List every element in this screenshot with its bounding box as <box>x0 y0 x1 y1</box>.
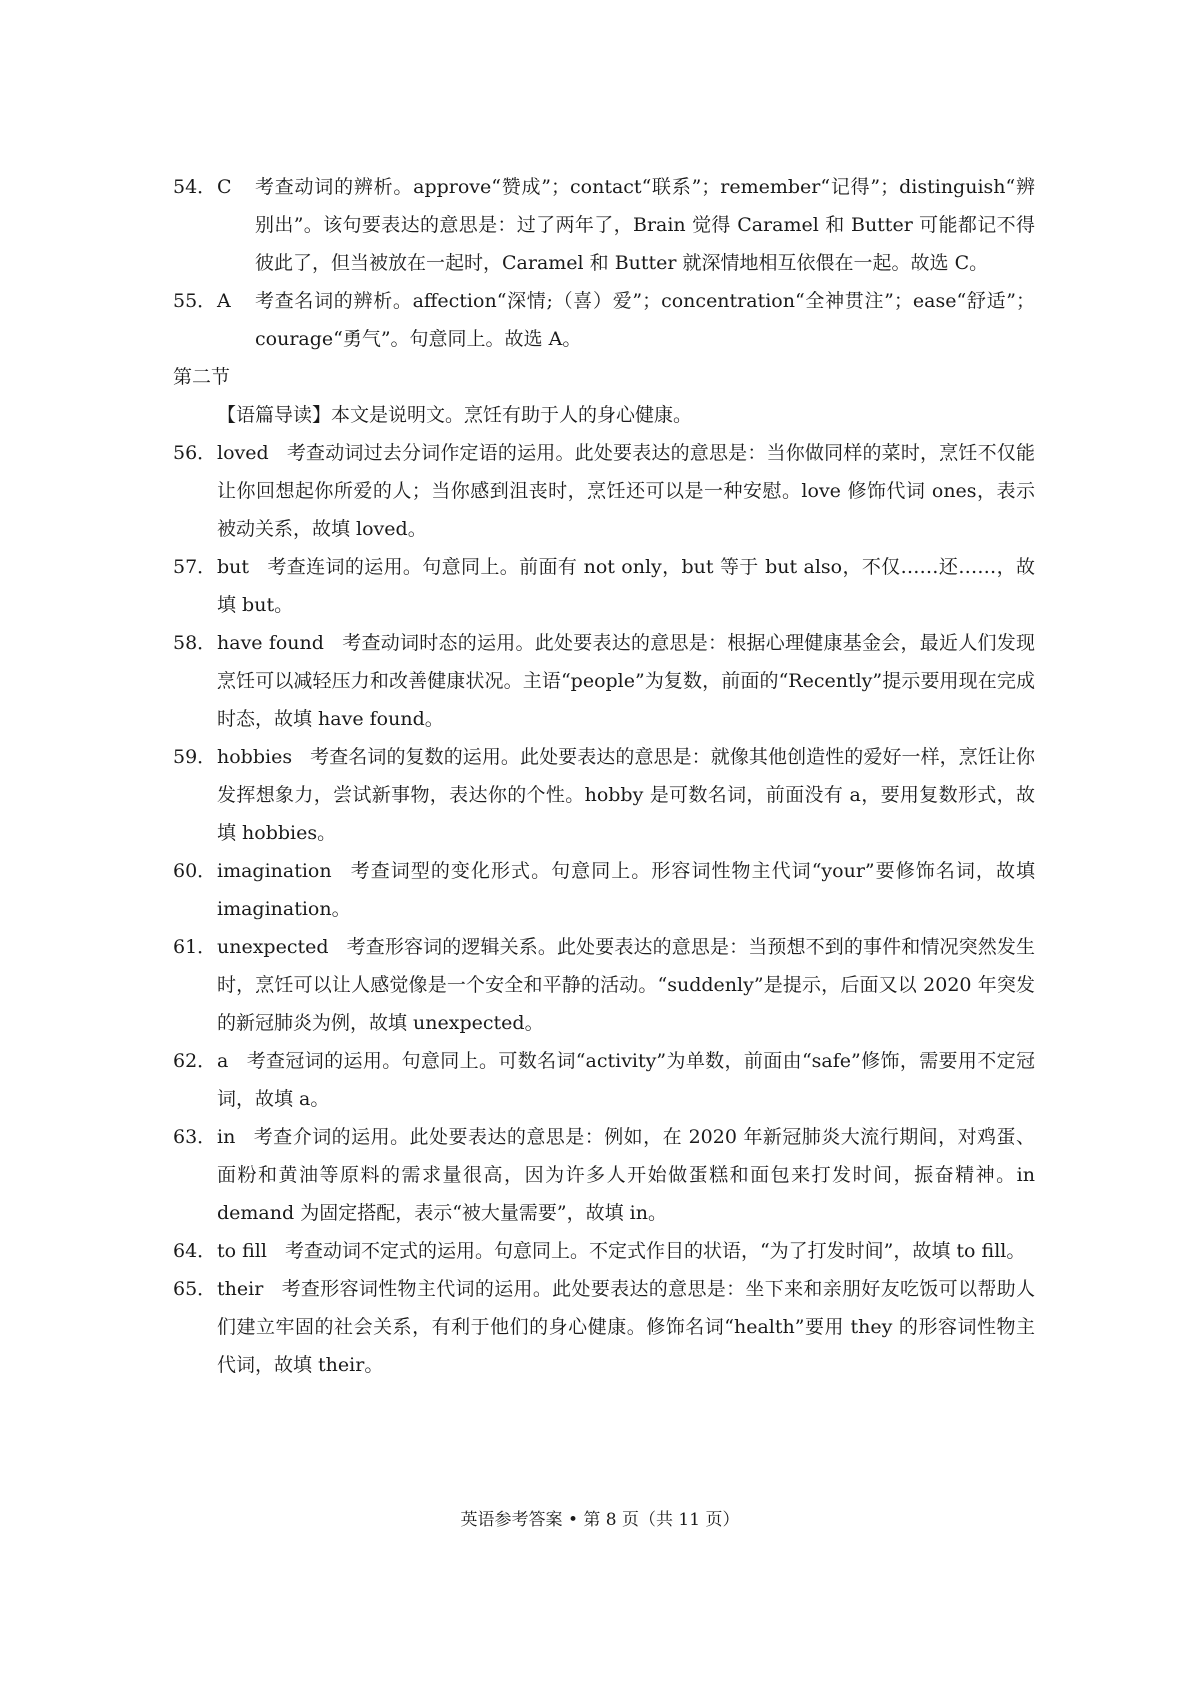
item-number: 61． <box>173 936 217 958</box>
item-answer: loved <box>217 442 269 464</box>
answer-item-62 <box>173 1042 1035 1118</box>
item-number: 56． <box>173 442 217 464</box>
item-number: 55． <box>173 290 217 312</box>
item-explanation: 考查动词不定式的运用。句意同上。不定式作目的状语，“为了打发时间”，故填 to fill。 <box>284 1240 1026 1262</box>
item-explanation: 考查名词的复数的运用。此处要表达的意思是：就像其他创造性的爱好一样，烹饪让你发挥想象力，尝试新事物，表达你的个性。hobby 是可数名词，前面没有 a，要用复数形式，故填 hobbies。 <box>217 746 1035 844</box>
item-answer: unexpected <box>217 936 329 958</box>
item-number: 62． <box>173 1050 217 1072</box>
item-explanation: 考查动词的辨析。approve“赞成”；contact“联系”；remember“记得”；distinguish“辨别出”。该句要表达的意思是：过了两年了，Brain 觉得 Caramel 和 Butter 可能都记不得彼此了，但当被放在一起时，Caramel 和 Butter 就深情地相互依偎在一起。故选 C。 <box>255 176 1035 274</box>
item-explanation: 考查介词的运用。此处要表达的意思是：例如，在 2020 年新冠肺炎大流行期间，对鸡蛋、面粉和黄油等原料的需求量很高，因为许多人开始做蛋糕和面包来打发时间，振奋精神。in demand 为固定搭配，表示“被大量需要”，故填 in。 <box>217 1126 1035 1224</box>
item-explanation: 考查冠词的运用。句意同上。可数名词“activity”为单数，前面由“safe”修饰，需要用不定冠词，故填 a。 <box>217 1050 1035 1110</box>
item-explanation: 考查形容词的逻辑关系。此处要表达的意思是：当预想不到的事件和情况突然发生时，烹饪可以让人感觉像是一个安全和平静的活动。“suddenly”是提示，后面又以 2020 年突发的新冠肺炎为例，故填 unexpected。 <box>217 936 1035 1034</box>
item-answer: imagination <box>217 860 332 882</box>
answer-item-63 <box>173 1118 1035 1232</box>
answer-item-57 <box>173 548 1035 624</box>
item-number: 54． <box>173 176 217 198</box>
item-answer: A <box>217 290 231 312</box>
answer-content <box>173 168 1035 1384</box>
item-answer: C <box>217 176 232 198</box>
passage-guide: 【语篇导读】本文是说明文。烹饪有助于人的身心健康。 <box>217 404 693 426</box>
item-answer: hobbies <box>217 746 293 768</box>
page-footer: 英语参考答案 • 第 8 页（共 11 页） <box>460 1510 740 1530</box>
item-answer: but <box>217 556 250 578</box>
item-number: 63． <box>173 1126 217 1148</box>
item-number: 57． <box>173 556 217 578</box>
item-explanation: 考查动词时态的运用。此处要表达的意思是：根据心理健康基金会，最近人们发现烹饪可以减轻压力和改善健康状况。主语“people”为复数，前面的“Recently”提示要用现在完成时态，故填 have found。 <box>217 632 1035 730</box>
item-explanation: 考查连词的运用。句意同上。前面有 not only，but 等于 but also，不仅……还……，故填 but。 <box>217 556 1035 616</box>
answer-item-58 <box>173 624 1035 738</box>
answer-item-60 <box>173 852 1035 928</box>
item-answer: in <box>217 1126 236 1148</box>
item-number: 59． <box>173 746 217 768</box>
item-number: 64． <box>173 1240 217 1262</box>
item-answer: have found <box>217 632 324 654</box>
answer-item-54 <box>173 168 1035 282</box>
answer-item-64 <box>173 1232 1035 1270</box>
item-number: 65． <box>173 1278 217 1300</box>
item-explanation: 考查动词过去分词作定语的运用。此处要表达的意思是：当你做同样的菜时，烹饪不仅能让你回想起你所爱的人；当你感到沮丧时，烹饪还可以是一种安慰。love 修饰代词 ones，表示被动关系，故填 loved。 <box>217 442 1035 540</box>
answer-item-65 <box>173 1270 1035 1384</box>
item-number: 58． <box>173 632 217 654</box>
item-explanation: 考查词型的变化形式。句意同上。形容词性物主代词“your”要修饰名词，故填 imagination。 <box>217 860 1035 920</box>
answer-item-55 <box>173 282 1035 358</box>
item-explanation: 考查名词的辨析。affection“深情;（喜）爱”；concentration“全神贯注”；ease“舒适”；courage“勇气”。句意同上。故选 A。 <box>255 290 1035 350</box>
answer-item-61 <box>173 928 1035 1042</box>
section-title: 第二节 <box>173 366 231 388</box>
item-answer: a <box>217 1050 229 1072</box>
answer-item-56 <box>173 434 1035 548</box>
item-answer: to fill <box>217 1240 267 1262</box>
item-answer: their <box>217 1278 264 1300</box>
item-number: 60． <box>173 860 217 882</box>
answer-item-59 <box>173 738 1035 852</box>
item-explanation: 考查形容词性物主代词的运用。此处要表达的意思是：坐下来和亲朋好友吃饭可以帮助人们建立牢固的社会关系，有利于他们的身心健康。修饰名词“health”要用 they 的形容词性物主代词，故填 their。 <box>217 1278 1035 1376</box>
